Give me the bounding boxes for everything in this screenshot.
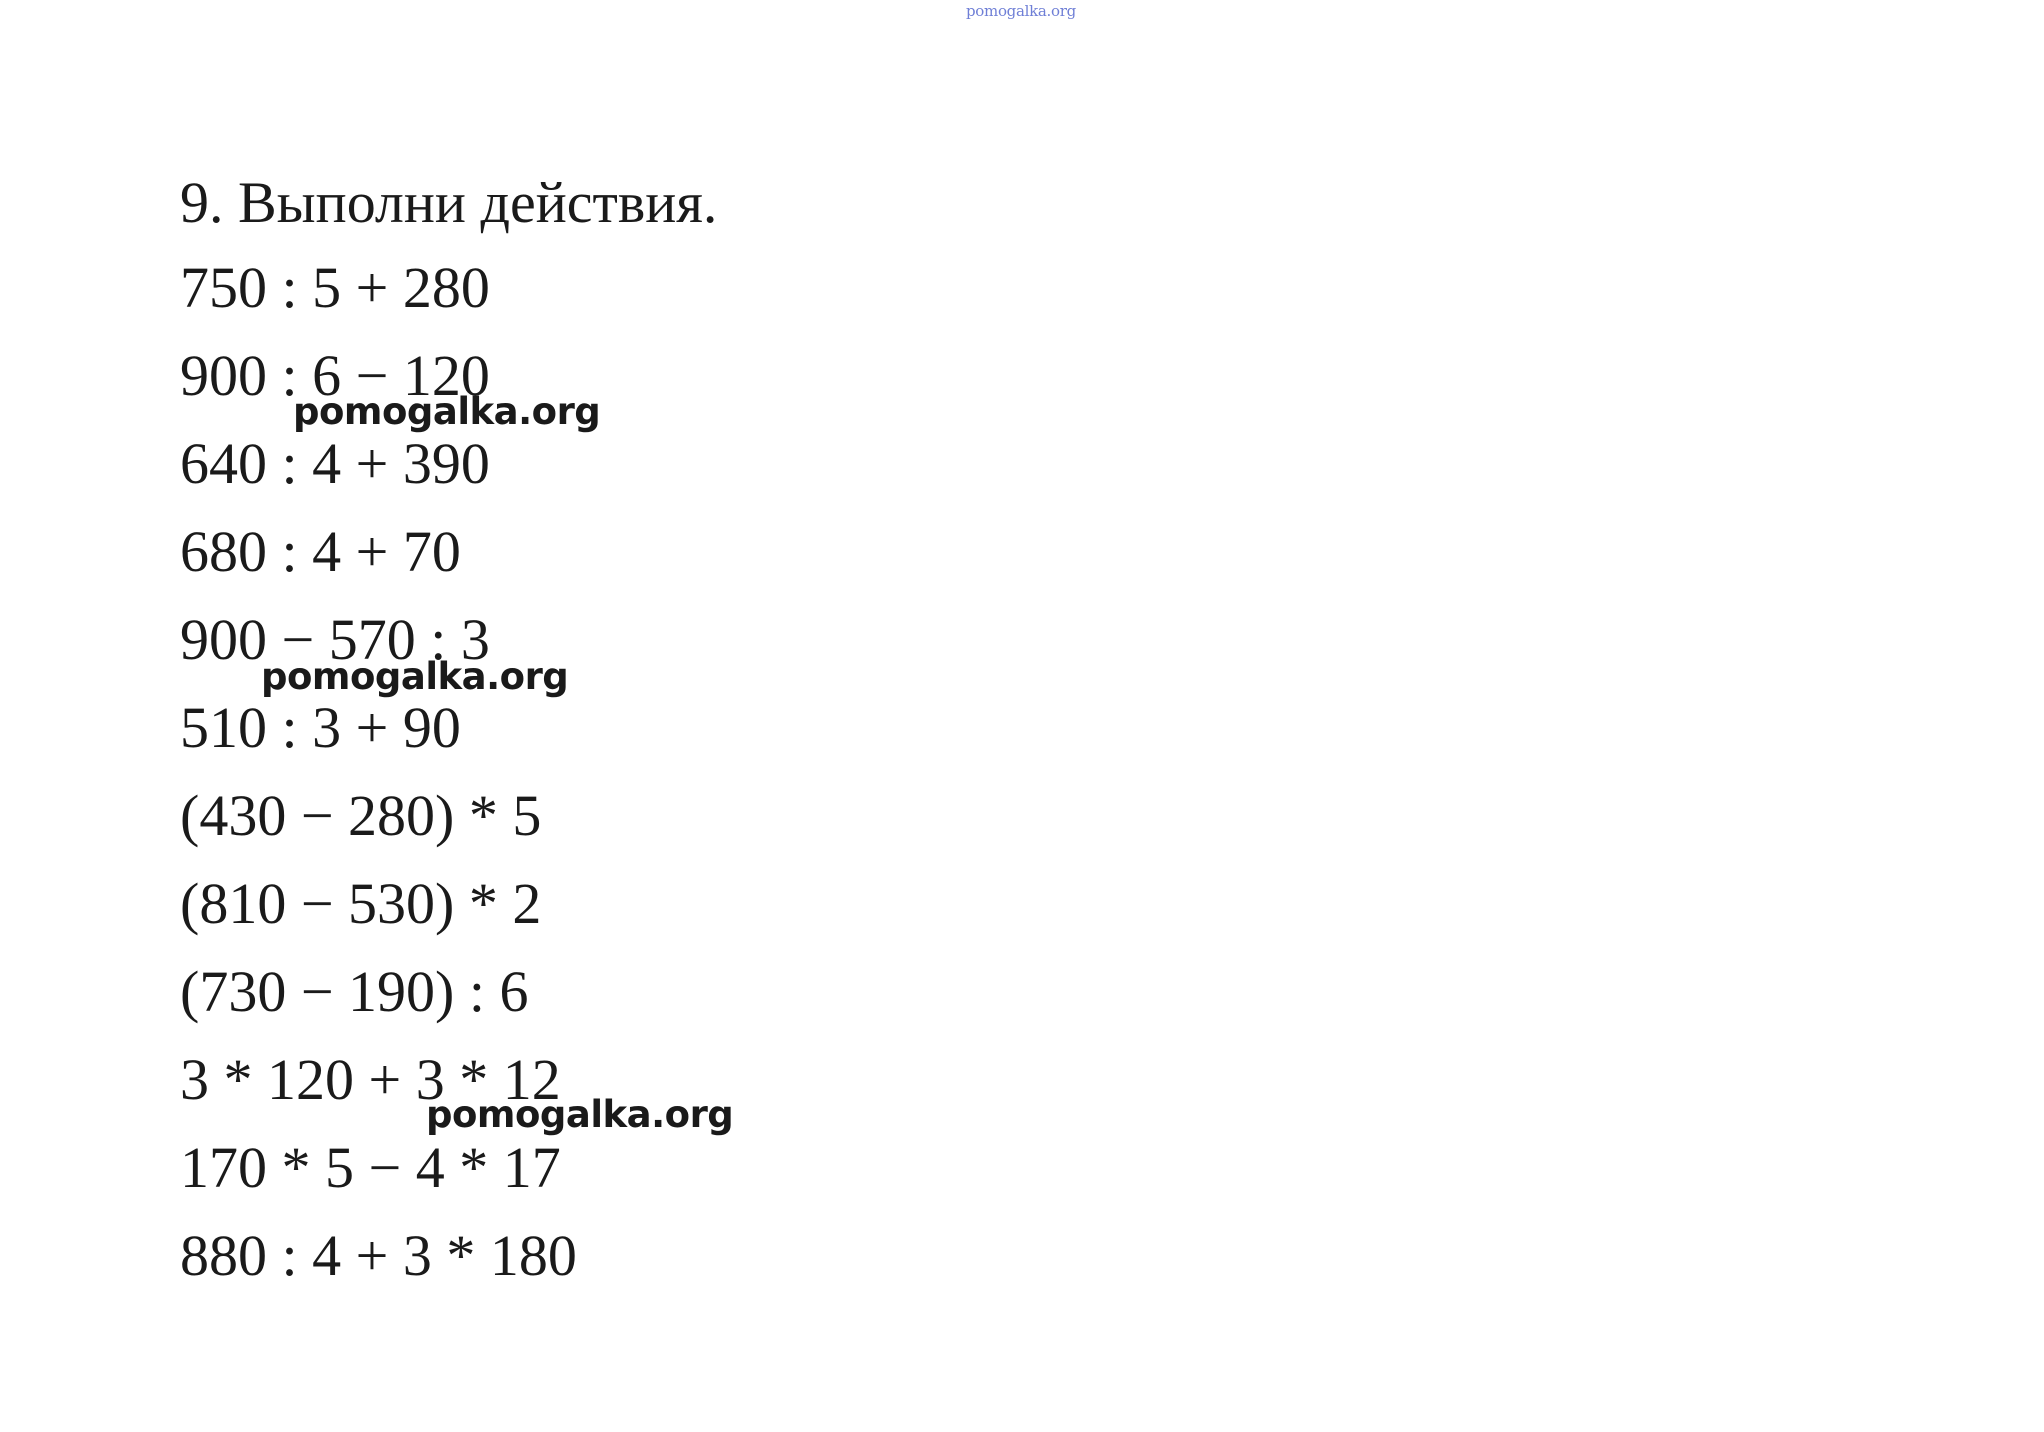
expression-5: 900 − 570 : 3 [180, 607, 490, 672]
expression-12: 880 : 4 + 3 * 180 [180, 1223, 577, 1288]
watermark-overlay: pomogalka.org [261, 655, 569, 698]
watermark-overlay: pomogalka.org [426, 1093, 734, 1136]
watermark-overlay: pomogalka.org [293, 390, 601, 433]
expression-6: 510 : 3 + 90 [180, 695, 461, 760]
expression-1: 750 : 5 + 280 [180, 255, 490, 320]
expression-4: 680 : 4 + 70 [180, 519, 461, 584]
expression-2: 900 : 6 − 120 [180, 343, 490, 408]
expression-11: 170 * 5 − 4 * 17 [180, 1135, 561, 1200]
expression-10: 3 * 120 + 3 * 12 [180, 1047, 561, 1112]
expression-7: (430 − 280) * 5 [180, 783, 542, 848]
task-title: 9. Выполни действия. [180, 170, 718, 235]
expression-3: 640 : 4 + 390 [180, 431, 490, 496]
top-watermark: pomogalka.org [966, 2, 1076, 20]
expression-9: (730 − 190) : 6 [180, 959, 529, 1024]
expression-8: (810 − 530) * 2 [180, 871, 542, 936]
